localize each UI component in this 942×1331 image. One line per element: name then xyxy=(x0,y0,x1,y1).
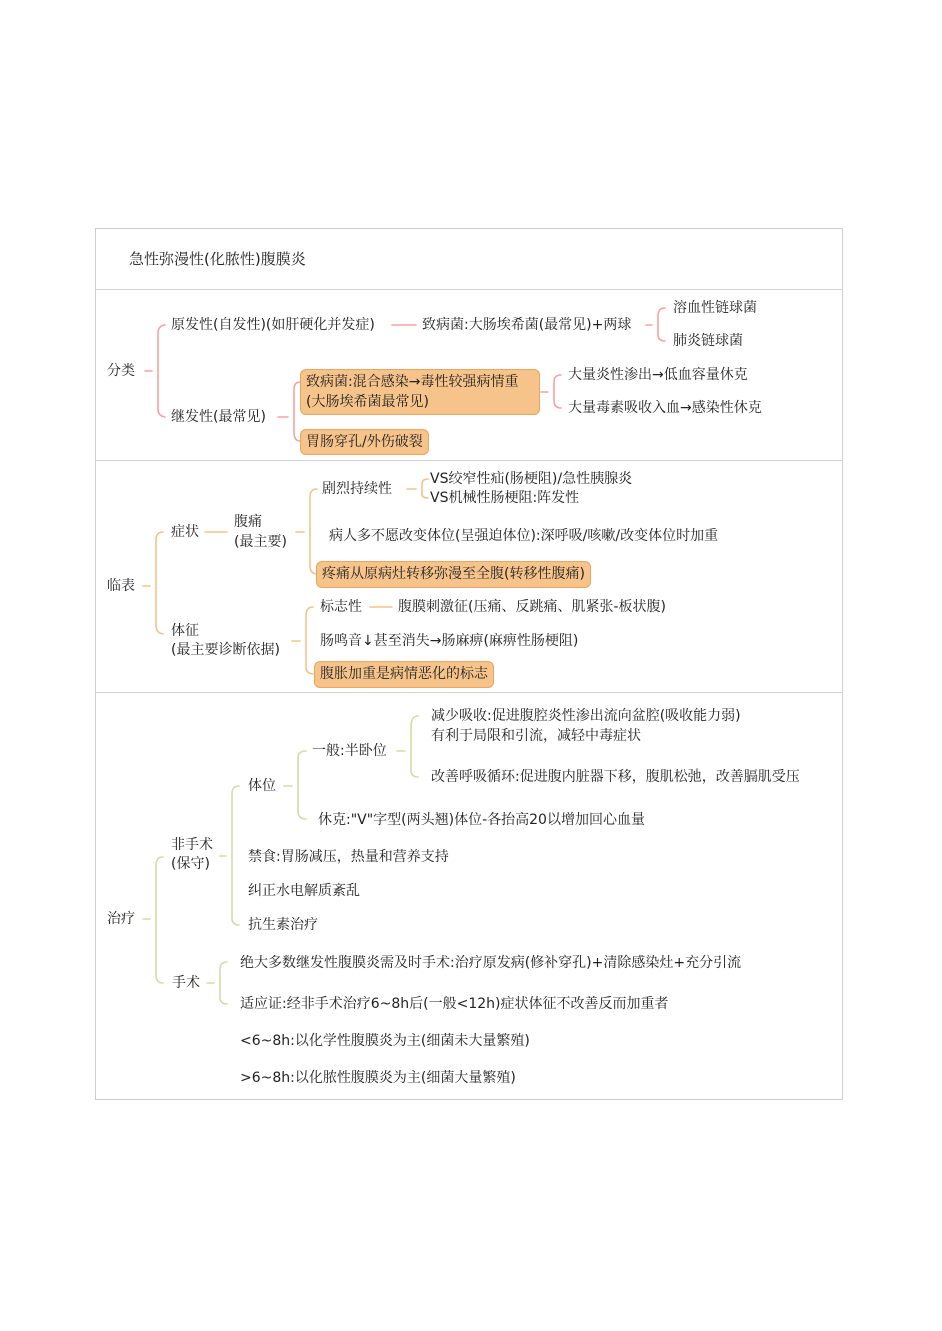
pathogen-item: 溶血性链球菌 xyxy=(673,300,757,316)
primary-pathogen: 致病菌:大肠埃希菌(最常见)+两球 xyxy=(422,317,632,333)
secondary-item: 大量炎性渗出→低血容量休克 xyxy=(568,367,748,383)
general-item: 改善呼吸循环:促进腹内脏器下移，腹肌松弛，改善膈肌受压 xyxy=(431,769,800,785)
general-posture: 一般:半卧位 xyxy=(312,743,387,759)
sign-label: 体征 (最主要诊断依据) xyxy=(171,623,280,658)
sign-marker-note: 腹膜刺激征(压痛、反跳痛、肌紧张-板状腹) xyxy=(398,599,666,615)
highlight-box: 疼痛从原病灶转移弥漫至全腹(转移性腹痛) xyxy=(316,561,591,588)
surgery-label: 手术 xyxy=(172,975,200,991)
symptom-label: 症状 xyxy=(171,524,199,540)
surgery-item: >6~8h:以化脓性腹膜炎为主(细菌大量繁殖) xyxy=(240,1070,516,1086)
section-label-treatment: 治疗 xyxy=(107,911,135,927)
surgery-item: 适应证:经非手术治疗6~8h后(一般<12h)症状体征不改善反而加重者 xyxy=(240,996,669,1012)
electrolyte: 纠正水电解质紊乱 xyxy=(248,883,360,899)
pain-note: VS机械性肠梗阻:阵发性 xyxy=(430,490,580,506)
surgery-item: 绝大多数继发性腹膜炎需及时手术:治疗原发病(修补穿孔)+清除感染灶+充分引流 xyxy=(240,955,742,971)
nonsurgical-label: 非手术 (保守) xyxy=(171,837,213,872)
general-item: 减少吸收:促进腹腔炎性渗出流向盆腔(吸收能力弱) 有利于局限和引流，减轻中毒症状 xyxy=(431,708,741,744)
antibiotic: 抗生素治疗 xyxy=(248,917,318,933)
secondary-item: 大量毒素吸收入血→感染性休克 xyxy=(568,400,762,416)
highlight-box: 致病菌:混合感染→毒性较强病情重(大肠埃希菌最常见) xyxy=(300,369,540,415)
secondary-type: 继发性(最常见) xyxy=(171,409,266,425)
shock-posture: 休克:"V"字型(两头翘)体位-各抬高20以增加回心血量 xyxy=(318,812,645,828)
section-label-clinical: 临表 xyxy=(107,578,135,594)
posture-label: 体位 xyxy=(248,778,276,794)
pain-note: VS绞窄性疝(肠梗阻)/急性胰腺炎 xyxy=(430,471,633,487)
pathogen-item: 肺炎链球菌 xyxy=(673,333,743,349)
highlight-box: 腹胀加重是病情恶化的标志 xyxy=(314,661,494,688)
primary-type: 原发性(自发性)(如肝硬化并发症) xyxy=(171,317,375,333)
section-label-classification: 分类 xyxy=(107,363,135,379)
sign-marker: 标志性 xyxy=(320,599,362,615)
fasting: 禁食:胃肠减压，热量和营养支持 xyxy=(248,849,449,865)
pain-label: 腹痛 (最主要) xyxy=(234,514,287,550)
page-title: 急性弥漫性(化脓性)腹膜炎 xyxy=(129,250,306,268)
pain-severe: 剧烈持续性 xyxy=(322,481,392,497)
pain-posture: 病人多不愿改变体位(呈强迫体位):深呼吸/咳嗽/改变体位时加重 xyxy=(329,528,719,544)
surgery-item: <6~8h:以化学性腹膜炎为主(细菌未大量繁殖) xyxy=(240,1033,530,1049)
highlight-box: 胃肠穿孔/外伤破裂 xyxy=(300,429,429,455)
sign-bowel: 肠鸣音↓甚至消失→肠麻痹(麻痹性肠梗阻) xyxy=(320,633,579,649)
